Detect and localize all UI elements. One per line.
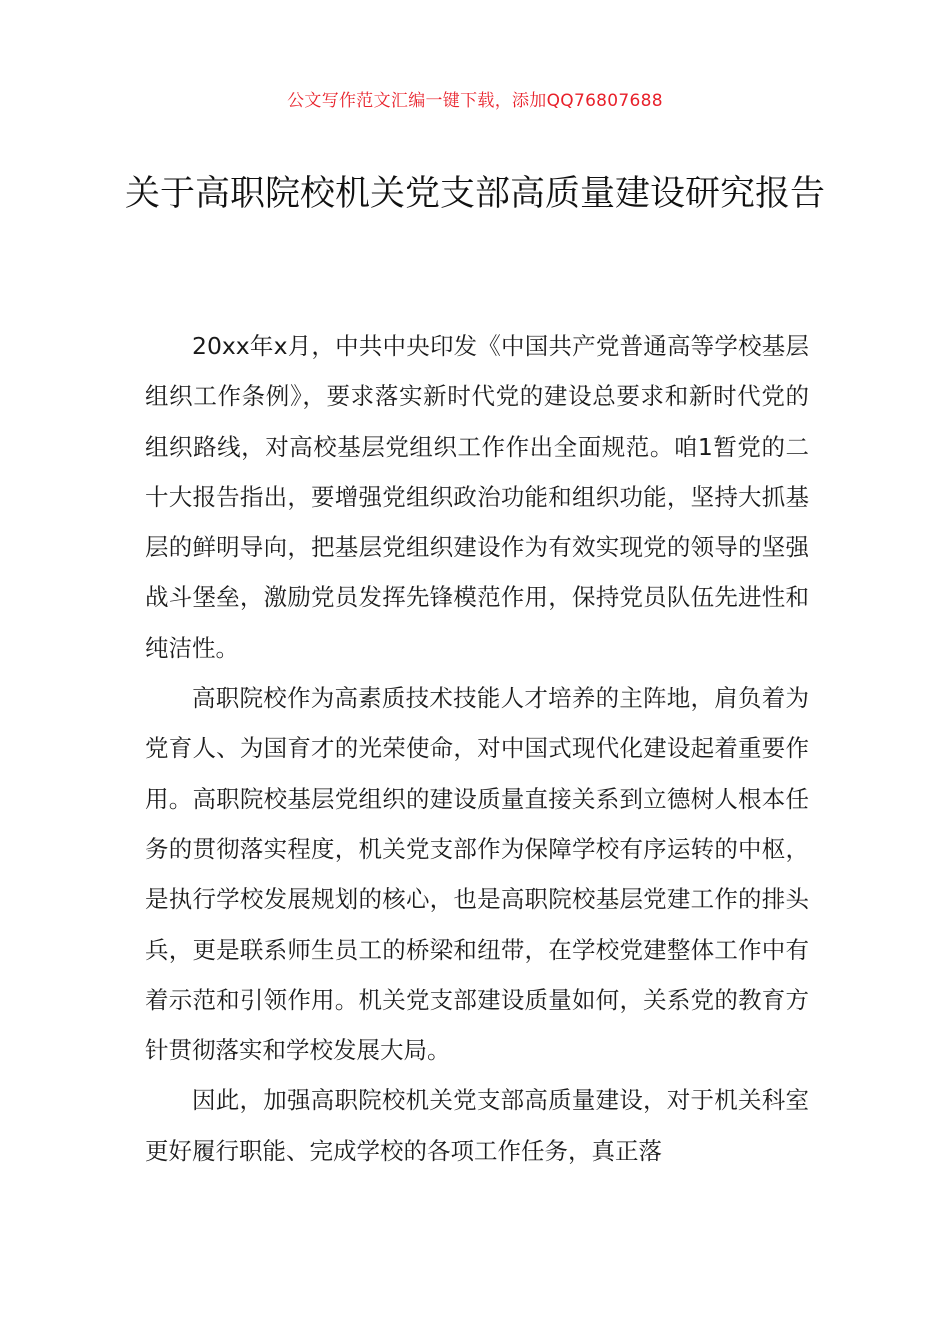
document-body <box>145 321 809 1176</box>
document-title: 关于高职院校机关党支部高质量建设研究报告 <box>124 174 825 214</box>
paragraph: 高职院校作为高素质技术技能人才培养的主阵地，肩负着为党育人、为国育才的光荣使命，对中国式现代化建设起着重要作用。高职院校基层党组织的建设质量直接关系到立德树人根本任务的贯彻落实程度，机关党支部作为保障学校有序运转的中枢，是执行学校发展规划的核心，也是高职院校基层党建工作的排头兵，更是联系师生员工的桥梁和纽带，在学校党建整体工作中有着示范和引领作用。机关党支部建设质量如何，关系党的教育方针贯彻落实和学校发展大局。 <box>145 684 809 1065</box>
paragraph: 20xx年x月，中共中央印发《中国共产党普通高等学校基层组织工作条例》，要求落实新时代党的建设总要求和新时代党的组织路线，对高校基层党组织工作作出全面规范。咱1暂党的二十大报告指出，要增强党组织政治功能和组织功能，坚持大抓基层的鲜明导向，把基层党组织建设作为有效实现党的领导的坚强战斗堡垒，激励党员发挥先锋模范作用，保持党员队伍先进性和纯洁性。 <box>145 332 809 662</box>
header-promo-note: 公文写作范文汇编一键下载，添加QQ76807688 <box>287 91 663 111</box>
paragraph: 因此，加强高职院校机关党支部高质量建设，对于机关科室更好履行职能、完成学校的各项工作任务，真正落 <box>145 1086 809 1165</box>
